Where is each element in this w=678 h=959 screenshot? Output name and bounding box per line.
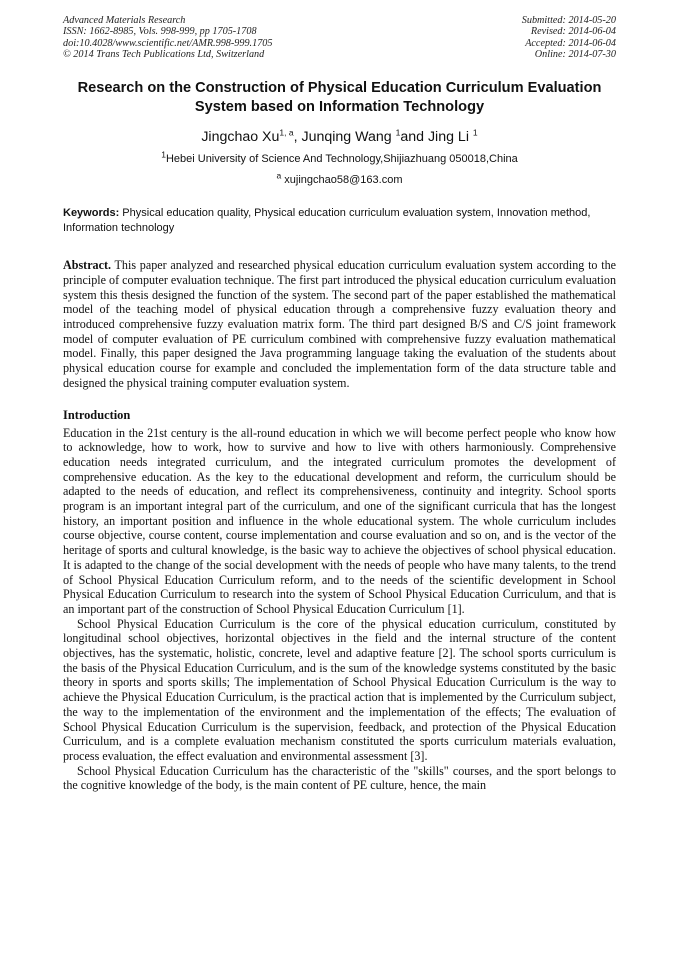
- journal-name: Advanced Materials Research: [63, 15, 186, 26]
- author-name: Jingchao Xu: [201, 129, 280, 146]
- date-submitted: Submitted: 2014-05-20: [521, 15, 616, 26]
- section-heading-introduction: Introduction: [63, 407, 131, 422]
- affiliation: [63, 149, 616, 166]
- journal-doi: doi:10.4028/www.scientific.net/AMR.998-999.1705: [63, 37, 273, 49]
- paragraph: Education in the 21st century is the all-round education in which we will become perfect people who know how to acknowledge, how to work, how to survive and how to live with others harmoniously. Comprehensive education needs integrated curriculum, and the integrated curriculum promotes the development of comprehensive education. As the key to the educational development and reform, the curriculum should be adapted to the needs of education, and reflect its comprehensiveness, continuity and integrity. School sports program is an important integral part of the curriculum, and one of the significant curricula that has the longest history, an important position and influence in the whole educational system. The whole curriculum includes course objective, course content, course implementation and course evaluation and so on, and is the vector of the heritage of sports and cultural knowledge, is the basic way to achieve the objectives of school physical education. It is adapted to the change of the social development with the needs of people who have many talents, to the trend of School Physical Education Curriculum reform, and to the needs of the scientific development in School Physical Education Curriculum to research into the system of School Physical Education Curriculum, and that is an important part of the construction of School Physical Education Curriculum [1].: [63, 425, 616, 616]
- date-accepted: Accepted: 2014-06-04: [525, 37, 616, 49]
- journal-info: [63, 15, 272, 60]
- journal-issn: ISSN: 1662-8985, Vols. 998-999, pp 1705-1708: [63, 26, 257, 38]
- paper-title: Research on the Construction of Physical Education Curriculum Evaluation System based on Information Technology: [77, 80, 602, 116]
- abstract-label: Abstract.: [63, 258, 112, 273]
- keywords: [63, 206, 616, 236]
- abstract-text: This paper analyzed and researched physical education curriculum evaluation system according to the principle of computer evaluation technique. The first part introduced the physical education curriculum evaluation system this thesis designed the function of the system. The second part of the paper established the mathematical model of the teaching model of physical education through a comprehensive fuzzy evaluation theory and introduced comprehensive fuzzy evaluation matrix form. The third part designed B/S and C/S joint framework model of computer evaluation of PE curriculum combined with comprehensive fuzzy evaluation mathematical model. Finally, this paper designed the Java programming language taking the evaluation of the students about physical education course for example and concluded the implementation form of the data structure table and designed the physical training computer evaluation system.: [63, 258, 616, 390]
- journal-copyright: © 2014 Trans Tech Publications Ltd, Switzerland: [63, 48, 265, 60]
- author-name: and Jing Li: [400, 129, 473, 146]
- author-affiliation-mark: 1: [395, 127, 401, 138]
- author-list: [63, 129, 616, 146]
- paragraph: School Physical Education Curriculum has the characteristic of the "skills" courses, and the sport belongs to the cognitive knowledge of the body, is the main content of PE culture, hence, the main: [63, 763, 616, 793]
- paragraph: School Physical Education Curriculum is the core of the physical education curriculum, constituted by longitudinal school objectives, horizontal objectives in the field and the internal structure of the content objectives, has the systematic, holistic, concrete, level and adaptive feature [2]. The school sports curriculum is the basis of the Physical Education Curriculum, and is the sum of the knowledge systems constituted by the basic theory in sports and sports skills; The implementation of School Physical Education Curriculum is the way to achieve the Physical Education Curriculum, is the practical action that is implemented by the Curriculum subject, the way to the implementation of the environment and the implementation of the effects; The evaluation of School Physical Education Curriculum is the supervision, feedback, and protection of the Physical Education Curriculum, and is a complete evaluation mechanism constituted the sports curriculum materials evaluation, process evaluation, the effect evaluation and environmental assessment [3].: [63, 616, 616, 763]
- paper-page: [63, 15, 616, 793]
- journal-header: [63, 15, 616, 60]
- author-affiliation-mark: 1: [472, 127, 478, 138]
- author-affiliation-mark: 1, a: [279, 127, 294, 138]
- abstract: [63, 258, 616, 390]
- keywords-label: Keywords:: [63, 207, 120, 220]
- author-email: [63, 170, 616, 187]
- email-mark: a: [276, 170, 282, 181]
- email-text: xujingchao58@163.com: [281, 174, 403, 187]
- affiliation-mark: 1: [161, 149, 166, 160]
- publication-dates: [522, 15, 616, 60]
- author-name: , Junqing Wang: [293, 129, 396, 146]
- date-online: Online: 2014-07-30: [534, 48, 616, 60]
- affiliation-text: Hebei University of Science And Technology,Shijiazhuang 050018,China: [165, 153, 518, 166]
- keywords-text: Physical education quality, Physical education curriculum evaluation system, Innovation method, Information technology: [63, 207, 591, 235]
- date-revised: Revised: 2014-06-04: [530, 26, 616, 38]
